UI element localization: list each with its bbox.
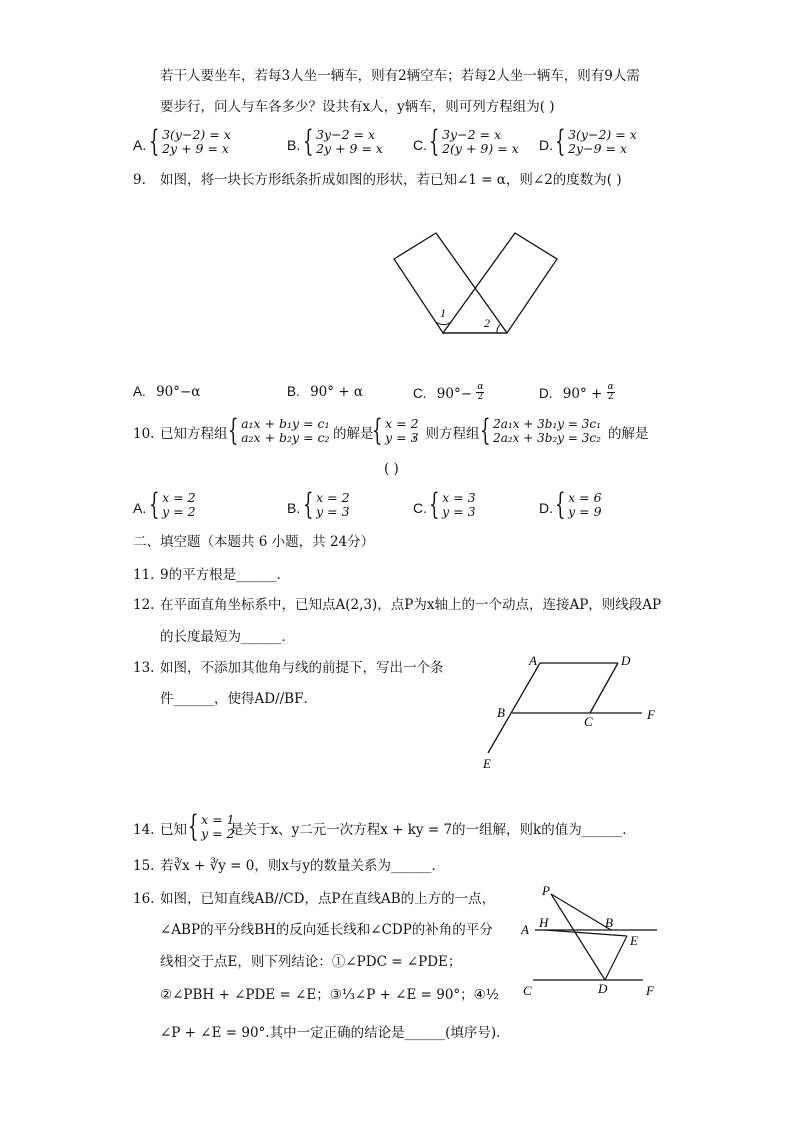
brace-icon: {: [188, 809, 199, 844]
q16-line5: ∠P + ∠E = 90°.其中一定正确的结论是______(填序号)．: [160, 1025, 510, 1041]
q10-b-eq1: x = 2: [316, 490, 350, 505]
section-heading-fill-blank: 二、填空题（本题共 6 小题，共 24分）: [133, 534, 375, 550]
q10-number: 10.: [133, 426, 155, 442]
q10-sys1-eq1: a₁x + b₁y = c₁: [241, 416, 330, 431]
q13-label-b: B: [497, 705, 505, 720]
q12-number: 12.: [133, 597, 155, 613]
q15-text: 若∛x + ∛y = 0，则x与y的数量关系为______．: [160, 858, 446, 874]
q13-label-d: D: [621, 653, 631, 668]
q9-label-1: 1: [440, 306, 446, 320]
q13-parallelogram-figure: [475, 650, 675, 775]
q10-c-eq2: y = 3: [442, 504, 476, 519]
q13-line2: 件______，使得AD//BF．: [160, 691, 317, 707]
q10-system2: [480, 413, 601, 448]
q14-eq1: x = 1: [201, 812, 235, 827]
q9-c-label: C.: [413, 386, 427, 401]
q9-a-label: A.: [133, 384, 146, 399]
q13-label-a: A: [529, 653, 537, 668]
q16-label-h: H: [539, 915, 549, 930]
q10-sys1-eq2: a₂x + b₂y = c₂: [241, 430, 330, 445]
q15-number: 15.: [133, 858, 155, 874]
q8-c-eq1: 3y−2 = x: [442, 127, 502, 142]
q9-c-text: 90°−: [436, 386, 473, 402]
q16-label-a: A: [521, 922, 529, 937]
q9-d-frac-den: 2: [607, 392, 614, 402]
q10-sol-eq1: x = 2: [385, 416, 419, 431]
q16-label-f: F: [646, 983, 654, 998]
q16-line1: 如图，已知直线AB//CD，点P在直线AB的上方的一点，: [160, 891, 496, 907]
q13-label-c: C: [584, 714, 593, 729]
q12-line2: 的长度最短为______．: [160, 629, 295, 645]
q10-paren: ( ): [384, 461, 399, 477]
brace-icon: {: [149, 124, 160, 159]
q9-b-label: B.: [287, 384, 300, 399]
brace-icon: {: [303, 487, 314, 522]
q9-c-frac-num: α: [477, 382, 484, 392]
q9-a-text: 90°−α: [156, 384, 201, 400]
q9-option-a[interactable]: [133, 385, 200, 400]
brace-icon: {: [480, 413, 491, 448]
q8-line1: 若干人要坐车，若每3人坐一辆车，则有2辆空车；若每2人坐一辆车，则有9人需: [160, 68, 640, 84]
q9-option-d[interactable]: [539, 382, 615, 404]
q8-option-b-label: B.: [287, 137, 301, 153]
q10-option-d-label: D.: [539, 500, 553, 516]
q9-text: 如图，将一块长方形纸条折成如图的形状，若已知∠1 = α，则∠2的度数为( ): [160, 172, 622, 188]
q16-number: 16.: [133, 891, 155, 907]
q10-b-eq2: y = 3: [316, 504, 350, 519]
q16-line4: ②∠PBH + ∠PDE = ∠E；③⅓∠P + ∠E = 90°；④½: [160, 987, 499, 1003]
q10-option-d[interactable]: [555, 487, 602, 522]
q8-option-c-label: C.: [413, 137, 427, 153]
q14-eq2: y = 2: [201, 826, 235, 841]
q13-line-ae: [488, 663, 540, 753]
q8-option-c[interactable]: [429, 124, 519, 159]
q8-a-eq1: 3(y−2) = x: [162, 127, 231, 142]
q8-option-d[interactable]: [555, 124, 637, 159]
q8-c-eq2: 2(y + 9) = x: [442, 141, 519, 156]
brace-icon: {: [555, 124, 566, 159]
q8-option-d-label: D.: [539, 137, 553, 153]
q8-option-b[interactable]: [303, 124, 383, 159]
q16-label-p: P: [542, 883, 550, 898]
q10-c-eq1: x = 3: [442, 490, 476, 505]
q10-mid2: ，则方程组: [412, 426, 480, 442]
q10-a-eq2: y = 2: [162, 504, 196, 519]
q9-left-strip: [394, 233, 507, 333]
q16-parallel-lines-figure: [515, 878, 665, 1003]
q9-right-strip: [443, 233, 557, 333]
q11-text: 9的平方根是______．: [160, 567, 291, 583]
q13-label-f: F: [647, 707, 655, 722]
q13-segment-dc: [590, 663, 618, 713]
q16-line2: ∠ABP的平分线BH的反向延长线和∠CDP的补角的平分: [160, 922, 493, 938]
q8-line2: 要步行，问人与车各多少？设共有x人，y辆车，则可列方程组为( ): [160, 99, 555, 115]
q14-post: 是关于x、y二元一次方程x + ky = 7的一组解，则k的值为______．: [230, 822, 636, 838]
q9-b-text: 90° + α: [310, 384, 364, 400]
q16-label-b: B: [605, 915, 613, 930]
q11-number: 11.: [133, 567, 155, 583]
q9-option-b[interactable]: [287, 385, 363, 400]
q8-b-eq2: 2y + 9 = x: [316, 141, 383, 156]
q10-option-b[interactable]: [303, 487, 350, 522]
q16-label-c: C: [523, 983, 532, 998]
q13-label-e: E: [483, 756, 491, 771]
q10-d-eq1: x = 6: [568, 490, 602, 505]
q16-label-e: E: [630, 933, 638, 948]
q9-number: 9.: [133, 172, 146, 188]
q9-angle2-arc: [497, 324, 501, 333]
brace-icon: {: [429, 124, 440, 159]
q10-sys2-eq2: 2a₂x + 3b₂y = 3c₂: [493, 431, 601, 445]
q10-d-eq2: y = 9: [568, 504, 602, 519]
q16-label-d: D: [598, 981, 608, 996]
q9-option-c[interactable]: [413, 382, 484, 404]
q9-d-text: 90° +: [562, 386, 603, 402]
q16-segment-pb: [551, 894, 611, 930]
q9-label-2: 2: [484, 316, 490, 330]
q8-b-eq1: 3y−2 = x: [316, 127, 376, 142]
q9-folded-strip-figure: [380, 225, 570, 345]
q10-option-c-label: C.: [413, 500, 427, 516]
q8-d-eq1: 3(y−2) = x: [568, 127, 637, 142]
q10-mid1: 的解是: [333, 426, 374, 442]
brace-icon: {: [303, 124, 314, 159]
q16-segment-de: [605, 936, 627, 980]
brace-icon: {: [372, 413, 383, 448]
q10-a-eq1: x = 2: [162, 490, 196, 505]
q14-solution: [188, 809, 235, 844]
q13-line1: 如图，不添加其他角与线的前提下，写出一个条: [160, 660, 444, 676]
q10-system1: [228, 413, 330, 448]
brace-icon: {: [228, 413, 239, 448]
brace-icon: {: [429, 487, 440, 522]
q16-segment-he: [545, 930, 627, 936]
q9-d-label: D.: [539, 386, 553, 401]
q10-option-a-label: A.: [133, 500, 147, 516]
q10-option-a[interactable]: [149, 487, 196, 522]
q10-option-b-label: B.: [287, 500, 301, 516]
q16-segment-pd: [551, 894, 605, 980]
q10-post: 的解是: [608, 426, 649, 442]
q10-sys2-eq1: 2a₁x + 3b₁y = 3c₁: [493, 417, 601, 431]
q16-line3: 线相交于点E，则下列结论：①∠PDC = ∠PDE；: [160, 954, 462, 970]
q8-option-a-label: A.: [133, 137, 147, 153]
brace-icon: {: [149, 487, 160, 522]
q10-sol-eq2: y = 3: [385, 430, 419, 445]
q8-a-eq2: 2y + 9 = x: [162, 141, 229, 156]
q14-number: 14.: [133, 822, 155, 838]
q14-pre: 已知: [160, 822, 187, 838]
q10-option-c[interactable]: [429, 487, 476, 522]
q12-line1: 在平面直角坐标系中，已知点A(2,3)，点P为x轴上的一个动点，连接AP，则线段AP: [160, 597, 662, 613]
q9-c-frac-den: 2: [477, 392, 484, 402]
q9-d-frac-num: α: [607, 382, 614, 392]
q10-pre: 已知方程组: [160, 426, 228, 442]
q8-d-eq2: 2y−9 = x: [568, 141, 628, 156]
q13-number: 13.: [133, 660, 155, 676]
brace-icon: {: [555, 487, 566, 522]
q8-option-a[interactable]: [149, 124, 231, 159]
